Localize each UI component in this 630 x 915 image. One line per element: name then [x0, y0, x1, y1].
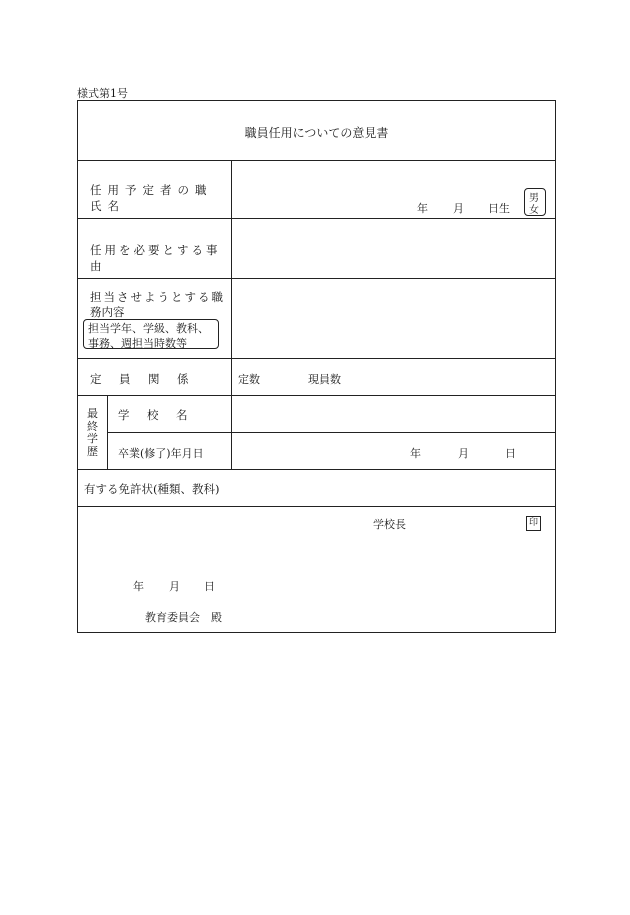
quota-field[interactable]: [232, 359, 555, 395]
candidate-name-label: 任用予定者の職氏名: [90, 183, 213, 213]
quota-capacity-label: 定数: [238, 373, 260, 386]
grad-month-label: 月: [458, 447, 469, 460]
gender-female[interactable]: 女: [529, 205, 539, 216]
reason-field[interactable]: [232, 219, 555, 278]
education-block: [78, 396, 555, 470]
quota-row: [78, 359, 555, 396]
license-label: 有する免許状(種類、教科): [84, 482, 220, 496]
addressee-label: 教育委員会 殿: [145, 611, 222, 624]
education-group-cell: [78, 396, 108, 469]
quota-current-label: 現員数: [308, 373, 341, 386]
date-day-label: 日: [204, 580, 215, 593]
birth-day-label: 日生: [488, 202, 510, 215]
form-title: 職員任用についての意見書: [244, 126, 389, 140]
grad-year-label: 年: [410, 447, 421, 460]
education-group-label: 最終学歴: [87, 407, 98, 458]
form-number: 様式第1号: [77, 87, 128, 100]
gender-male[interactable]: 男: [529, 193, 539, 204]
school-name-field[interactable]: [232, 396, 555, 433]
candidate-name-row: [78, 161, 555, 219]
duties-note-line2: 事務、週担当時数等: [88, 337, 187, 350]
opinion-form-table: [77, 100, 556, 633]
date-year-label: 年: [133, 580, 144, 593]
duties-label-cell: [78, 279, 232, 358]
school-label-cell: [108, 396, 232, 433]
graduation-label-cell: [108, 433, 232, 470]
graduation-date-field[interactable]: [232, 433, 555, 470]
birth-month-label: 月: [453, 202, 464, 215]
quota-label-cell: [78, 359, 232, 395]
grad-day-label: 日: [505, 447, 516, 460]
reason-label: 任用を必要とする事由: [90, 243, 221, 273]
reason-label-cell: [78, 219, 232, 278]
license-row[interactable]: [78, 470, 555, 507]
seal-mark: 印: [526, 516, 541, 531]
title-row: [78, 101, 555, 161]
duties-field[interactable]: [232, 279, 555, 358]
duties-note-line1: 担当学年、学級、教科、: [88, 322, 209, 335]
candidate-name-field[interactable]: [232, 161, 555, 218]
duties-row: [78, 279, 555, 359]
principal-label: 学校長: [373, 518, 406, 531]
graduation-label: 卒業(修了)年月日: [118, 447, 204, 460]
candidate-name-label-cell: [78, 161, 232, 218]
school-label: 学 校 名: [118, 408, 191, 422]
quota-label: 定 員 関 係: [90, 372, 192, 386]
duties-label-line2: 務内容: [90, 305, 125, 319]
duties-label-line1: 担当させようとする職: [90, 290, 225, 304]
date-month-label: 月: [169, 580, 180, 593]
reason-row: [78, 219, 555, 279]
signature-area: [78, 507, 555, 632]
birth-year-label: 年: [417, 202, 428, 215]
